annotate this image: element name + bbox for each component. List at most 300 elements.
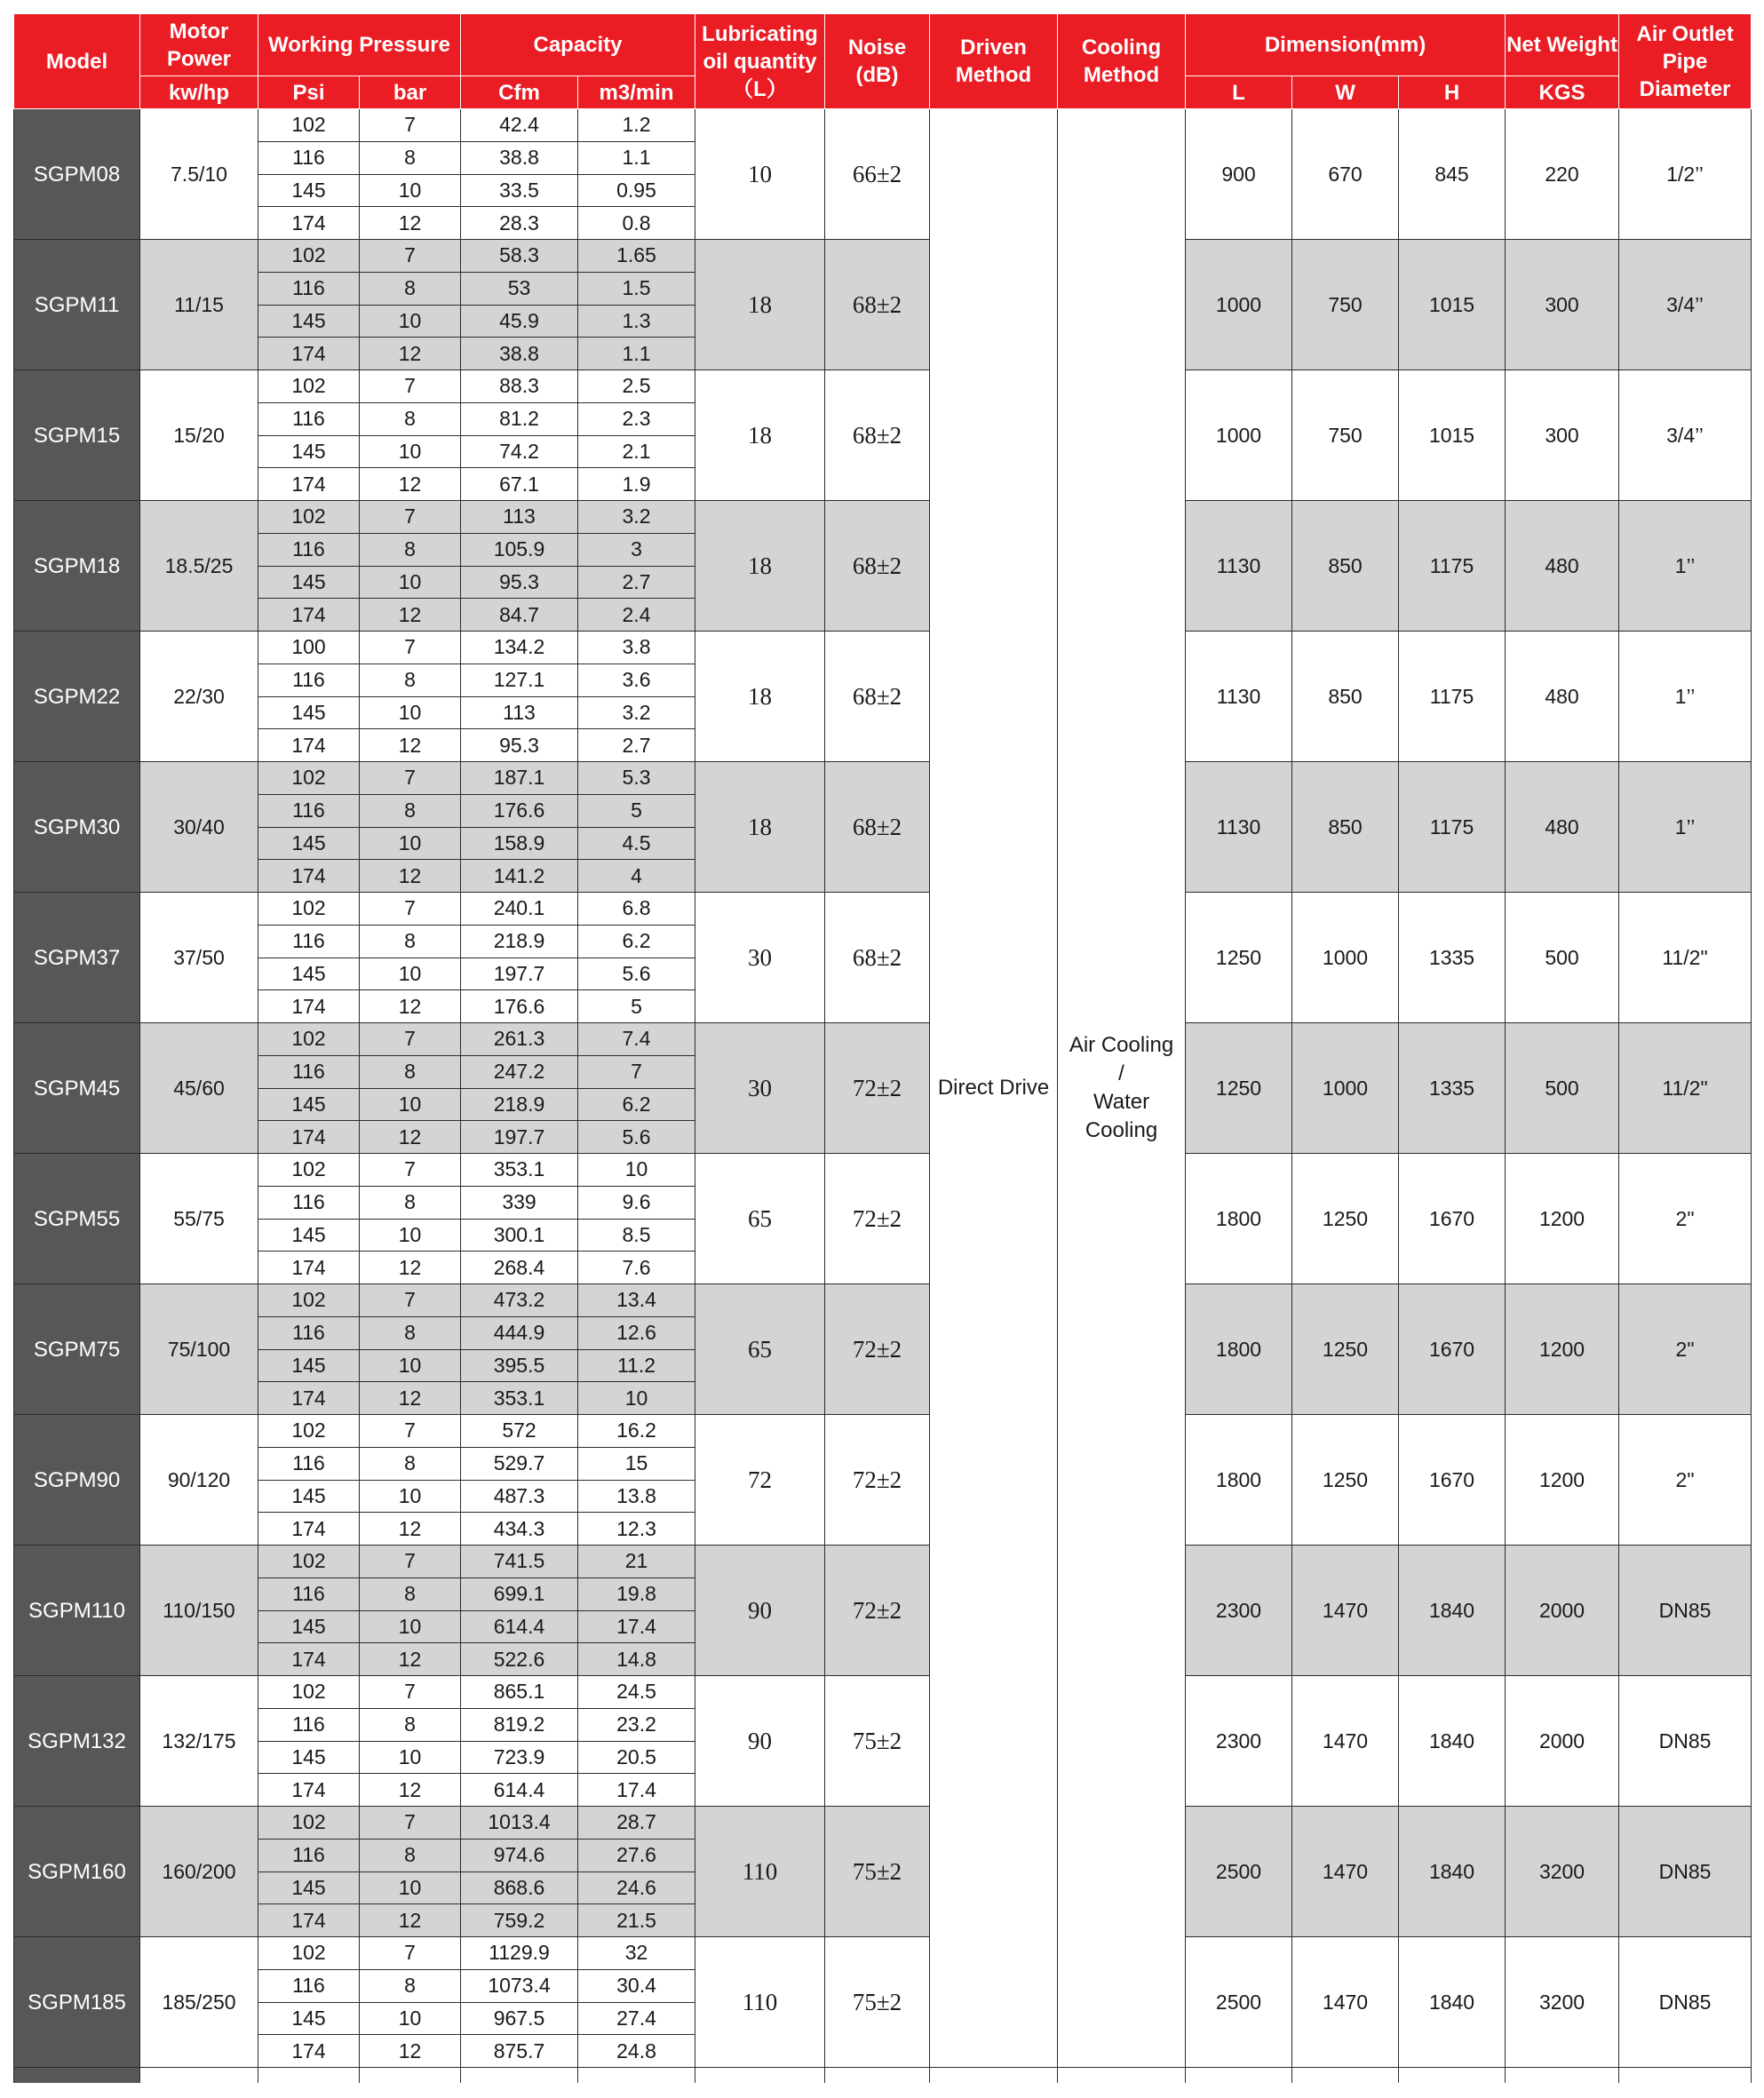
dim-h-value: 1015 (1399, 370, 1506, 501)
dim-l-value: 1250 (1186, 1023, 1292, 1154)
dim-h-value: 1840 (1399, 1546, 1506, 1676)
dim-h-value: 1175 (1399, 632, 1506, 762)
motor-power: 37/50 (140, 893, 258, 1023)
model-name: SGPM75 (14, 1284, 140, 1415)
table-row (14, 1154, 1752, 1187)
psi-value: 102 (258, 1154, 360, 1187)
dim-w-value: 850 (1292, 632, 1399, 762)
m3min-value: 1.65 (578, 240, 695, 273)
dim-h-value: 1335 (1399, 1023, 1506, 1154)
bar-value: 8 (360, 1055, 461, 1088)
outlet-diameter-value: DN85 (1619, 1807, 1752, 1937)
m3min-value: 5.3 (578, 762, 695, 795)
m3min-value: 5 (578, 794, 695, 827)
m3min-value: 24.8 (578, 2035, 695, 2068)
cfm-value: 197.7 (461, 958, 578, 990)
motor-power: 132/175 (140, 1676, 258, 1807)
lube-quantity: 90 (695, 1546, 825, 1676)
cfm-value: 197.7 (461, 1121, 578, 1154)
dim-l-value: 1130 (1186, 501, 1292, 632)
cfm-value: 84.7 (461, 599, 578, 632)
m3min-value: 30.4 (578, 1969, 695, 2002)
outlet-diameter-value: 11/2" (1619, 1023, 1752, 1154)
cfm-value: 868.6 (461, 1872, 578, 1904)
bar-value: 12 (360, 1904, 461, 1937)
table-row (14, 1676, 1752, 1709)
header-lubricating: Lubricating oil quantity （L） (695, 14, 825, 109)
header-working-pressure: Working Pressure (258, 14, 461, 76)
cfm-value: 339 (461, 1186, 578, 1219)
net-weight-value: 3200 (1506, 1807, 1619, 1937)
model-name: SGPM160 (14, 1807, 140, 1937)
bar-value: 10 (360, 305, 461, 338)
lube-quantity: 72 (695, 1415, 825, 1546)
psi-value: 174 (258, 1643, 360, 1676)
psi-value: 116 (258, 1577, 360, 1610)
driven-method-value: Direct Drive (930, 109, 1058, 2068)
m3min-value: 2.7 (578, 566, 695, 599)
m3min-value: 8.5 (578, 1219, 695, 1252)
m3min-value: 2.3 (578, 402, 695, 435)
lube-quantity: 18 (695, 762, 825, 893)
cooling-method-value: Air Cooling / Water Cooling (1058, 109, 1186, 2068)
outlet-diameter-value: 2" (1619, 1415, 1752, 1546)
m3min-value: 10 (578, 1382, 695, 1415)
m3min-value: 3.8 (578, 632, 695, 664)
empty-cell (1186, 2068, 1292, 2084)
model-name: SGPM37 (14, 893, 140, 1023)
bar-value: 7 (360, 109, 461, 142)
m3min-value: 14.8 (578, 1643, 695, 1676)
dim-h-value: 1015 (1399, 240, 1506, 370)
psi-value: 174 (258, 1382, 360, 1415)
cfm-value: 522.6 (461, 1643, 578, 1676)
m3min-value: 3.6 (578, 664, 695, 696)
empty-cell (930, 2068, 1058, 2084)
psi-value: 145 (258, 174, 360, 207)
psi-value: 174 (258, 599, 360, 632)
net-weight-value: 500 (1506, 893, 1619, 1023)
model-name: SGPM15 (14, 370, 140, 501)
table-row (14, 893, 1752, 926)
dim-l-value: 1800 (1186, 1284, 1292, 1415)
cfm-value: 74.2 (461, 435, 578, 468)
table-row (14, 1284, 1752, 1317)
psi-value: 116 (258, 794, 360, 827)
m3min-value: 13.4 (578, 1284, 695, 1317)
header-m3min: m3/min (578, 76, 695, 109)
cfm-value: 395.5 (461, 1349, 578, 1382)
cfm-value: 572 (461, 1415, 578, 1448)
m3min-value: 9.6 (578, 1186, 695, 1219)
bar-value: 8 (360, 794, 461, 827)
m3min-value: 12.6 (578, 1316, 695, 1349)
psi-value: 145 (258, 2002, 360, 2035)
psi-value: 174 (258, 1904, 360, 1937)
bar-value: 8 (360, 1839, 461, 1872)
dim-w-value: 1470 (1292, 1676, 1399, 1807)
psi-value: 174 (258, 860, 360, 893)
outlet-diameter-value: 11/2" (1619, 893, 1752, 1023)
bar-value: 8 (360, 925, 461, 958)
m3min-value: 16.2 (578, 1415, 695, 1448)
lube-quantity: 110 (695, 1807, 825, 1937)
cfm-value: 614.4 (461, 1610, 578, 1643)
cfm-value: 723.9 (461, 1741, 578, 1774)
dim-w-value: 1250 (1292, 1284, 1399, 1415)
dim-h-value: 1670 (1399, 1284, 1506, 1415)
net-weight-value: 500 (1506, 1023, 1619, 1154)
bar-value: 7 (360, 762, 461, 795)
psi-value: 145 (258, 566, 360, 599)
empty-cell (1399, 2068, 1506, 2084)
bar-value: 10 (360, 1349, 461, 1382)
cfm-value: 353.1 (461, 1154, 578, 1187)
outlet-diameter-value: 1’’ (1619, 501, 1752, 632)
psi-value: 102 (258, 109, 360, 142)
motor-power: 90/120 (140, 1415, 258, 1546)
bar-value: 7 (360, 632, 461, 664)
dim-w-value: 1470 (1292, 1546, 1399, 1676)
bar-value: 7 (360, 1415, 461, 1448)
cfm-value: 261.3 (461, 1023, 578, 1056)
lube-quantity: 18 (695, 240, 825, 370)
noise-value: 68±2 (825, 632, 930, 762)
m3min-value: 15 (578, 1447, 695, 1480)
cfm-value: 113 (461, 501, 578, 534)
psi-value: 116 (258, 1447, 360, 1480)
bar-value: 8 (360, 1186, 461, 1219)
psi-value: 145 (258, 1741, 360, 1774)
m3min-value: 7 (578, 1055, 695, 1088)
psi-value: 145 (258, 1219, 360, 1252)
psi-value: 116 (258, 533, 360, 566)
cfm-value: 529.7 (461, 1447, 578, 1480)
m3min-value: 2.1 (578, 435, 695, 468)
empty-cell (578, 2068, 695, 2084)
psi-value: 102 (258, 1546, 360, 1578)
net-weight-value: 1200 (1506, 1284, 1619, 1415)
cfm-value: 141.2 (461, 860, 578, 893)
table-row (14, 762, 1752, 795)
m3min-value: 4 (578, 860, 695, 893)
header-dim-w: W (1292, 76, 1399, 109)
cfm-value: 1129.9 (461, 1937, 578, 1970)
bar-value: 7 (360, 1676, 461, 1709)
motor-power: 22/30 (140, 632, 258, 762)
header-motor-power: Motor Power (140, 14, 258, 76)
lube-quantity: 18 (695, 632, 825, 762)
noise-value: 68±2 (825, 893, 930, 1023)
psi-value: 145 (258, 1088, 360, 1121)
lube-quantity: 18 (695, 501, 825, 632)
cfm-value: 158.9 (461, 827, 578, 860)
noise-value: 72±2 (825, 1284, 930, 1415)
psi-value: 102 (258, 1415, 360, 1448)
cfm-value: 88.3 (461, 370, 578, 403)
cfm-value: 113 (461, 696, 578, 729)
psi-value: 116 (258, 925, 360, 958)
cfm-value: 95.3 (461, 566, 578, 599)
bar-value: 7 (360, 370, 461, 403)
m3min-value: 5 (578, 990, 695, 1023)
net-weight-value: 2000 (1506, 1546, 1619, 1676)
psi-value: 102 (258, 1807, 360, 1840)
motor-power: 7.5/10 (140, 109, 258, 240)
bar-value: 12 (360, 729, 461, 762)
cfm-value: 974.6 (461, 1839, 578, 1872)
header-net-weight: Net Weight (1506, 14, 1619, 76)
table-row (14, 109, 1752, 142)
dim-w-value: 1250 (1292, 1415, 1399, 1546)
motor-power: 45/60 (140, 1023, 258, 1154)
m3min-value: 1.1 (578, 338, 695, 370)
table-row (14, 1415, 1752, 1448)
motor-power: 185/250 (140, 1937, 258, 2068)
noise-value: 68±2 (825, 370, 930, 501)
table-row (14, 1807, 1752, 1840)
motor-power: 30/40 (140, 762, 258, 893)
model-name: SGPM22 (14, 632, 140, 762)
cfm-value: 434.3 (461, 1513, 578, 1546)
m3min-value: 13.8 (578, 1480, 695, 1513)
cfm-value: 187.1 (461, 762, 578, 795)
bar-value: 10 (360, 958, 461, 990)
m3min-value: 3.2 (578, 696, 695, 729)
m3min-value: 1.3 (578, 305, 695, 338)
empty-cell (14, 2068, 140, 2084)
psi-value: 145 (258, 1349, 360, 1382)
noise-value: 72±2 (825, 1023, 930, 1154)
cfm-value: 33.5 (461, 174, 578, 207)
empty-cell (461, 2068, 578, 2084)
net-weight-value: 3200 (1506, 1937, 1619, 2068)
outlet-diameter-value: 2" (1619, 1284, 1752, 1415)
m3min-value: 27.4 (578, 2002, 695, 2035)
dim-h-value: 845 (1399, 109, 1506, 240)
bar-value: 10 (360, 566, 461, 599)
dim-w-value: 1470 (1292, 1937, 1399, 2068)
cfm-value: 53 (461, 272, 578, 305)
noise-value: 72±2 (825, 1154, 930, 1284)
bar-value: 10 (360, 2002, 461, 2035)
bar-value: 7 (360, 1154, 461, 1187)
bar-value: 10 (360, 1480, 461, 1513)
bar-value: 12 (360, 338, 461, 370)
cfm-value: 38.8 (461, 141, 578, 174)
header-capacity: Capacity (461, 14, 695, 76)
header-noise: Noise (dB) (825, 14, 930, 109)
cfm-value: 38.8 (461, 338, 578, 370)
cfm-value: 759.2 (461, 1904, 578, 1937)
cfm-value: 353.1 (461, 1382, 578, 1415)
m3min-value: 6.8 (578, 893, 695, 926)
m3min-value: 1.1 (578, 141, 695, 174)
m3min-value: 5.6 (578, 958, 695, 990)
bar-value: 8 (360, 272, 461, 305)
bar-value: 7 (360, 240, 461, 273)
m3min-value: 12.3 (578, 1513, 695, 1546)
motor-power: 15/20 (140, 370, 258, 501)
cfm-value: 134.2 (461, 632, 578, 664)
psi-value: 102 (258, 1937, 360, 1970)
lube-quantity: 65 (695, 1154, 825, 1284)
net-weight-value: 1200 (1506, 1415, 1619, 1546)
dim-w-value: 1000 (1292, 893, 1399, 1023)
noise-value: 75±2 (825, 1937, 930, 2068)
m3min-value: 3 (578, 533, 695, 566)
noise-value: 66±2 (825, 109, 930, 240)
noise-value: 68±2 (825, 762, 930, 893)
noise-value: 68±2 (825, 501, 930, 632)
net-weight-value: 480 (1506, 762, 1619, 893)
net-weight-value: 480 (1506, 632, 1619, 762)
psi-value: 102 (258, 240, 360, 273)
table-body (14, 109, 1752, 2084)
table-header (14, 14, 1752, 109)
cfm-value: 444.9 (461, 1316, 578, 1349)
header-dim-l: L (1186, 76, 1292, 109)
net-weight-value: 480 (1506, 501, 1619, 632)
lube-quantity: 18 (695, 370, 825, 501)
m3min-value: 24.5 (578, 1676, 695, 1709)
psi-value: 145 (258, 1480, 360, 1513)
cfm-value: 473.2 (461, 1284, 578, 1317)
cfm-value: 67.1 (461, 468, 578, 501)
psi-value: 116 (258, 664, 360, 696)
lube-quantity: 30 (695, 1023, 825, 1154)
psi-value: 102 (258, 370, 360, 403)
bar-value: 12 (360, 1121, 461, 1154)
bar-value: 10 (360, 1610, 461, 1643)
m3min-value: 1.2 (578, 109, 695, 142)
dim-w-value: 750 (1292, 370, 1399, 501)
m3min-value: 2.7 (578, 729, 695, 762)
psi-value: 174 (258, 1252, 360, 1284)
psi-value: 116 (258, 141, 360, 174)
empty-cell (1058, 2068, 1186, 2084)
cfm-value: 967.5 (461, 2002, 578, 2035)
cfm-value: 487.3 (461, 1480, 578, 1513)
dim-l-value: 1000 (1186, 370, 1292, 501)
m3min-value: 19.8 (578, 1577, 695, 1610)
bar-value: 12 (360, 207, 461, 240)
header-air-outlet: Air Outlet Pipe Diameter (1619, 14, 1752, 109)
cfm-value: 699.1 (461, 1577, 578, 1610)
lube-quantity: 10 (695, 109, 825, 240)
empty-cell (1506, 2068, 1619, 2084)
bar-value: 8 (360, 402, 461, 435)
cfm-value: 300.1 (461, 1219, 578, 1252)
dim-h-value: 1840 (1399, 1807, 1506, 1937)
cfm-value: 875.7 (461, 2035, 578, 2068)
dim-w-value: 1250 (1292, 1154, 1399, 1284)
dim-l-value: 1800 (1186, 1154, 1292, 1284)
cfm-value: 819.2 (461, 1708, 578, 1741)
model-name: SGPM45 (14, 1023, 140, 1154)
dim-h-value: 1335 (1399, 893, 1506, 1023)
outlet-diameter-value: DN85 (1619, 1676, 1752, 1807)
psi-value: 145 (258, 696, 360, 729)
m3min-value: 2.5 (578, 370, 695, 403)
bar-value: 8 (360, 664, 461, 696)
dim-w-value: 670 (1292, 109, 1399, 240)
header-dim-h: H (1399, 76, 1506, 109)
m3min-value: 21.5 (578, 1904, 695, 1937)
bar-value: 8 (360, 533, 461, 566)
bar-value: 12 (360, 860, 461, 893)
outlet-diameter-value: 1’’ (1619, 632, 1752, 762)
outlet-diameter-value: DN85 (1619, 1546, 1752, 1676)
bar-value: 12 (360, 2035, 461, 2068)
dim-l-value: 2300 (1186, 1546, 1292, 1676)
psi-value: 116 (258, 402, 360, 435)
m3min-value: 21 (578, 1546, 695, 1578)
bar-value: 12 (360, 1252, 461, 1284)
bar-value: 7 (360, 1546, 461, 1578)
empty-cell (695, 2068, 825, 2084)
outlet-diameter-value: 3/4’’ (1619, 240, 1752, 370)
empty-cell (258, 2068, 360, 2084)
lube-quantity: 30 (695, 893, 825, 1023)
table-row (14, 1023, 1752, 1056)
m3min-value: 28.7 (578, 1807, 695, 1840)
psi-value: 174 (258, 338, 360, 370)
bar-value: 10 (360, 1741, 461, 1774)
psi-value: 116 (258, 1055, 360, 1088)
dim-w-value: 750 (1292, 240, 1399, 370)
model-name: SGPM30 (14, 762, 140, 893)
m3min-value: 1.5 (578, 272, 695, 305)
bar-value: 7 (360, 1284, 461, 1317)
bar-value: 10 (360, 696, 461, 729)
dim-l-value: 1130 (1186, 762, 1292, 893)
model-name: SGPM11 (14, 240, 140, 370)
empty-cell (360, 2068, 461, 2084)
psi-value: 174 (258, 1513, 360, 1546)
noise-value: 72±2 (825, 1546, 930, 1676)
dim-h-value: 1840 (1399, 1937, 1506, 2068)
cfm-value: 218.9 (461, 1088, 578, 1121)
outlet-diameter-value: 1/2’’ (1619, 109, 1752, 240)
psi-value: 174 (258, 729, 360, 762)
model-name: SGPM90 (14, 1415, 140, 1546)
dim-l-value: 1130 (1186, 632, 1292, 762)
bar-value: 10 (360, 1872, 461, 1904)
dim-l-value: 2500 (1186, 1807, 1292, 1937)
bar-value: 8 (360, 1316, 461, 1349)
bar-value: 12 (360, 1774, 461, 1807)
table-row (14, 240, 1752, 273)
psi-value: 102 (258, 1023, 360, 1056)
m3min-value: 0.8 (578, 207, 695, 240)
header-dimension: Dimension(mm) (1186, 14, 1506, 76)
lube-quantity: 110 (695, 1937, 825, 2068)
cfm-value: 1013.4 (461, 1807, 578, 1840)
m3min-value: 20.5 (578, 1741, 695, 1774)
m3min-value: 7.4 (578, 1023, 695, 1056)
psi-value: 174 (258, 1121, 360, 1154)
psi-value: 145 (258, 1872, 360, 1904)
table-row (14, 370, 1752, 403)
dim-w-value: 850 (1292, 762, 1399, 893)
dim-h-value: 1175 (1399, 762, 1506, 893)
cfm-value: 240.1 (461, 893, 578, 926)
outlet-diameter-value: 1’’ (1619, 762, 1752, 893)
outlet-diameter-value: DN85 (1619, 1937, 1752, 2068)
m3min-value: 17.4 (578, 1610, 695, 1643)
m3min-value: 3.2 (578, 501, 695, 534)
